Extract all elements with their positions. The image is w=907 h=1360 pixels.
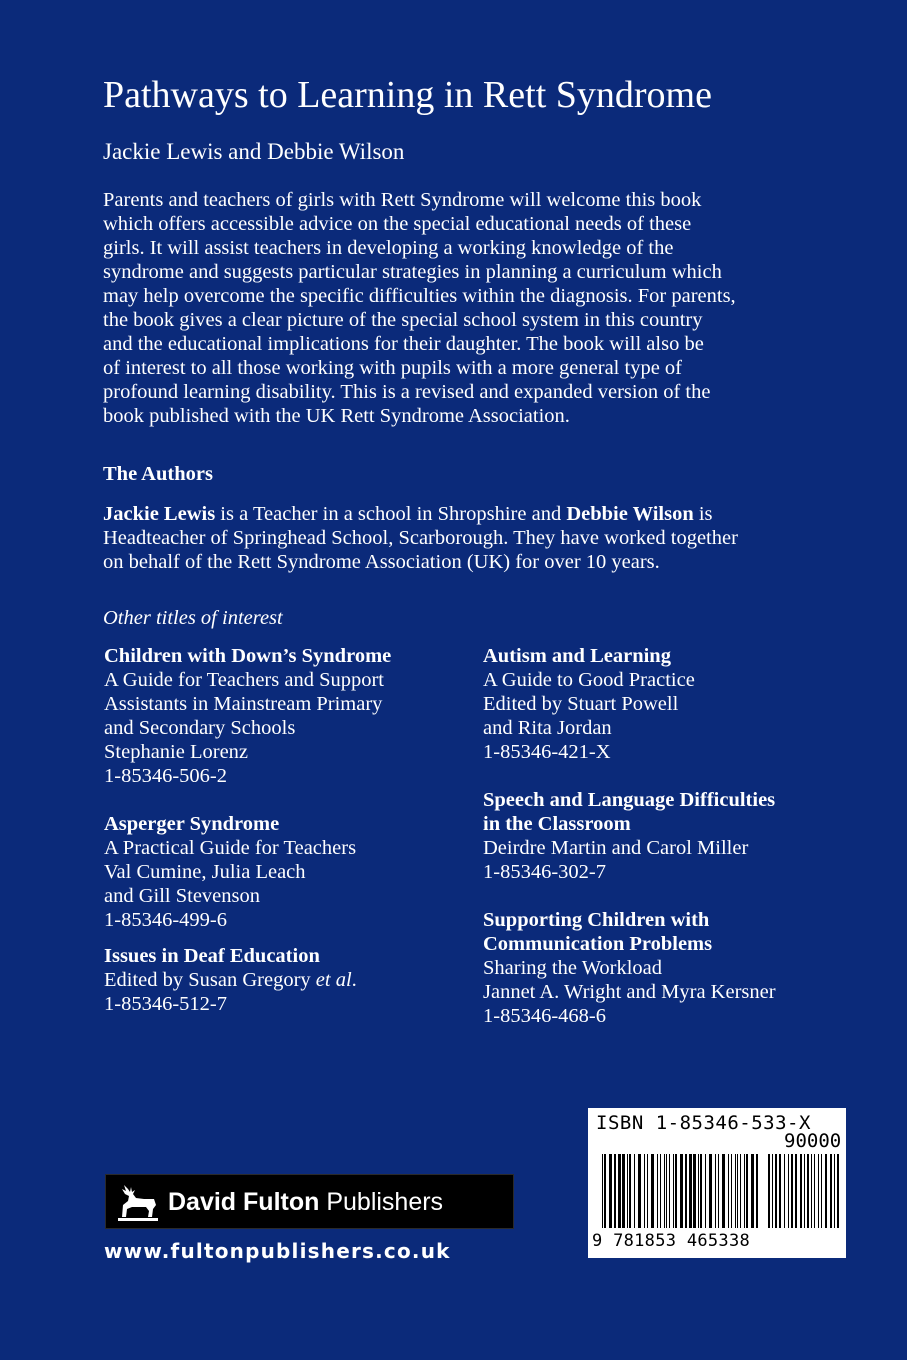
other-titles-heading: Other titles of interest xyxy=(103,607,283,629)
listing-line: Deirdre Martin and Carol Miller xyxy=(483,837,749,859)
barcode-bar xyxy=(804,1154,805,1228)
barcode-bar xyxy=(784,1154,785,1228)
barcode-bar xyxy=(673,1154,674,1228)
barcode-bar xyxy=(647,1154,648,1228)
blurb-line: the book gives a clear picture of the special school system in this country xyxy=(103,309,703,331)
barcode-bar xyxy=(751,1154,754,1228)
isbn-label: ISBN 1-85346-533-X xyxy=(596,1112,811,1134)
barcode-bar xyxy=(735,1154,736,1228)
barcode-bar xyxy=(756,1154,758,1228)
barcode-bar xyxy=(731,1154,732,1228)
barcode-bar xyxy=(634,1154,635,1228)
listing-title: Autism and Learning xyxy=(483,645,671,667)
book-listing xyxy=(483,644,853,764)
barcode-bar xyxy=(722,1154,725,1228)
barcode-bar xyxy=(622,1154,625,1228)
barcode-bar xyxy=(744,1154,745,1228)
authors-heading: The Authors xyxy=(103,463,213,485)
listing-line: Edited by Stuart Powell xyxy=(483,693,679,715)
listing-title: Children with Down’s Syndrome xyxy=(104,645,392,667)
barcode-bar xyxy=(666,1154,667,1228)
barcode-bar xyxy=(775,1154,777,1228)
listing-line: Stephanie Lorenz xyxy=(104,741,249,763)
blurb-line: profound learning disability. This is a revised and expanded version of the xyxy=(103,381,711,403)
barcode-bar xyxy=(609,1154,612,1228)
barcode-bar xyxy=(629,1154,631,1228)
bio-text: is a Teacher in a school in Shropshire and xyxy=(215,503,567,525)
listing-line: Jannet A. Wright and Myra Kersner xyxy=(483,981,776,1003)
et-al: et al xyxy=(315,969,352,991)
book-listing xyxy=(483,788,853,884)
listing-isbn: 1-85346-512-7 xyxy=(104,993,227,1015)
book-listing xyxy=(483,908,853,1028)
barcode-bar xyxy=(746,1154,748,1228)
barcode-bar xyxy=(837,1154,839,1228)
blurb-line: syndrome and suggests particular strategies in planning a curriculum which xyxy=(103,261,722,283)
barcode-bar xyxy=(807,1154,809,1228)
barcode-bar xyxy=(698,1154,699,1228)
listing-isbn: 1-85346-506-2 xyxy=(104,765,227,787)
barcode-bar xyxy=(660,1154,661,1228)
barcode-bar xyxy=(768,1154,770,1228)
deer-icon xyxy=(116,1181,160,1225)
barcode-bar xyxy=(618,1154,621,1228)
listing-line: Val Cumine, Julia Leach xyxy=(104,861,306,883)
bio-line: on behalf of the Rett Syndrome Association (UK) for over 10 years. xyxy=(103,551,660,573)
barcode-bar xyxy=(705,1154,706,1228)
barcode-bar xyxy=(830,1154,832,1228)
listing-isbn: 1-85346-468-6 xyxy=(483,1005,606,1027)
barcode-bar xyxy=(689,1154,692,1228)
publisher-website: www.fultonpublishers.co.uk xyxy=(104,1239,451,1263)
barcode-bar xyxy=(772,1154,773,1228)
listing-title: Issues in Deaf Education xyxy=(104,945,320,967)
barcode-bar xyxy=(614,1154,616,1228)
listing-title: Asperger Syndrome xyxy=(104,813,280,835)
listing-line: A Guide for Teachers and Support xyxy=(104,669,384,691)
barcode-bar xyxy=(604,1154,606,1228)
book-listing xyxy=(104,812,474,932)
barcode-bar xyxy=(675,1154,677,1228)
barcode-bar xyxy=(638,1154,641,1228)
other-titles-right-column xyxy=(483,644,853,1052)
barcode-bar xyxy=(685,1154,687,1228)
blurb-line: which offers accessible advice on the special educational needs of these xyxy=(103,213,692,235)
blurb-line: and the educational implications for their daughter. The book will also be xyxy=(103,333,704,355)
listing-line: and Secondary Schools xyxy=(104,717,296,739)
barcode-bar xyxy=(818,1154,819,1228)
book-listing xyxy=(104,644,474,788)
barcode-bar xyxy=(740,1154,741,1228)
barcode-bar xyxy=(651,1154,654,1228)
barcode-bar xyxy=(602,1154,603,1228)
listing-line: A Guide to Good Practice xyxy=(483,669,695,691)
barcode-bar xyxy=(825,1154,827,1228)
barcode-bar xyxy=(800,1154,802,1228)
ean-number: 9 781853 465338 xyxy=(592,1231,751,1251)
listing-title: in the Classroom xyxy=(483,813,631,835)
barcode-bar xyxy=(709,1154,712,1228)
barcode-bar xyxy=(834,1154,835,1228)
price-code: 90000 xyxy=(784,1130,842,1152)
barcode-bar xyxy=(700,1154,702,1228)
editor-text: Edited by Susan Gregory xyxy=(104,969,316,991)
listing-line: and Rita Jordan xyxy=(483,717,612,739)
barcode-bar xyxy=(791,1154,793,1228)
book-blurb xyxy=(103,188,825,428)
barcode-bar xyxy=(718,1154,719,1228)
publisher-name-regular: Publishers xyxy=(319,1188,444,1216)
book-authors: Jackie Lewis and Debbie Wilson xyxy=(103,139,405,164)
author-name: Debbie Wilson xyxy=(566,503,694,525)
bio-text: is xyxy=(693,503,713,525)
barcode-bar xyxy=(657,1154,658,1228)
bio-line xyxy=(103,502,825,526)
book-listing xyxy=(104,944,474,1016)
listing-isbn: 1-85346-499-6 xyxy=(104,909,227,931)
barcode-bar xyxy=(693,1154,696,1228)
listing-line: and Gill Stevenson xyxy=(104,885,261,907)
publisher-logo xyxy=(105,1174,514,1229)
listing-line xyxy=(104,968,474,992)
author-name: Jackie Lewis xyxy=(103,503,216,525)
listing-line: Sharing the Workload xyxy=(483,957,663,979)
listing-isbn: 1-85346-302-7 xyxy=(483,861,606,883)
listing-title: Communication Problems xyxy=(483,933,713,955)
listing-line: A Practical Guide for Teachers xyxy=(104,837,357,859)
blurb-line: of interest to all those working with pupils with a more general type of xyxy=(103,357,682,379)
blurb-line: may help overcome the specific difficulties within the diagnosis. For parents, xyxy=(103,285,736,307)
barcode-bar xyxy=(795,1154,797,1228)
other-titles-left-column xyxy=(104,644,474,1040)
publisher-name xyxy=(168,1187,443,1217)
publisher-name-bold: David Fulton xyxy=(168,1188,320,1216)
listing-isbn: 1-85346-421-X xyxy=(483,741,611,763)
blurb-line: girls. It will assist teachers in developing a working knowledge of the xyxy=(103,237,674,259)
bio-line: Headteacher of Springhead School, Scarborough. They have worked together xyxy=(103,527,738,549)
authors-bio xyxy=(103,502,825,574)
barcode-bar xyxy=(728,1154,729,1228)
listing-title: Speech and Language Difficulties xyxy=(483,789,776,811)
listing-title: Supporting Children with xyxy=(483,909,710,931)
listing-line: Assistants in Mainstream Primary xyxy=(104,693,383,715)
book-title: Pathways to Learning in Rett Syndrome xyxy=(103,74,712,116)
barcode-bar xyxy=(644,1154,645,1228)
barcode-bar xyxy=(664,1154,665,1228)
barcode-bar xyxy=(715,1154,716,1228)
barcode-bar xyxy=(737,1154,738,1228)
barcode-bar xyxy=(627,1154,628,1228)
isbn-barcode xyxy=(588,1108,846,1258)
blurb-line: book published with the UK Rett Syndrome Association. xyxy=(103,405,570,427)
barcode-bar xyxy=(811,1154,812,1228)
barcode-bar xyxy=(821,1154,822,1228)
blurb-line: Parents and teachers of girls with Rett Syndrome will welcome this book xyxy=(103,189,702,211)
barcode-bar xyxy=(669,1154,670,1228)
editor-suffix: . xyxy=(351,969,357,991)
barcode-bar xyxy=(788,1154,789,1228)
barcode-bar xyxy=(814,1154,815,1228)
barcode-bar xyxy=(779,1154,781,1228)
barcode-bar xyxy=(680,1154,683,1228)
